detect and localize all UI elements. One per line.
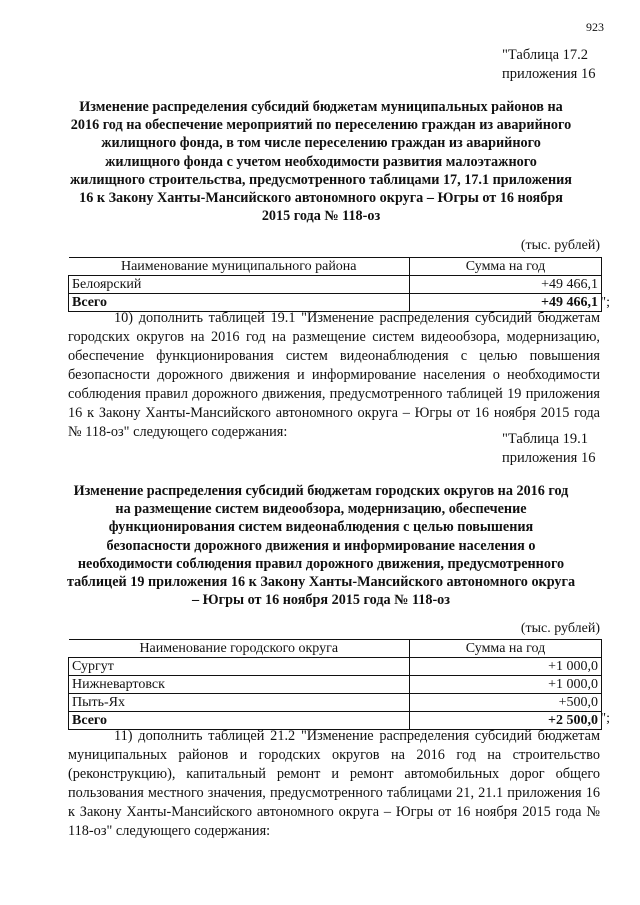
row-name: Пыть-Ях [69, 694, 410, 712]
table-row [69, 276, 602, 294]
row-sum: +1 000,0 [410, 658, 602, 676]
total-sum: +49 466,1 [410, 294, 602, 312]
paragraph-10: 10) дополнить таблицей 19.1 "Изменение распределения субсидий бюджетам городских округов на 2016 год на размещение систем видеообзора, модернизацию, обеспечение функционирования систем видеонаблюдения с целью повышения безопасности дорожного движения и информирование населения о необходимости соблюдения правил дорожного движения, предусмотренного таблицей 19 приложения 16 к Закону Ханты-Мансийского автономного округа – Югры от 16 ноября 2015 года № 118-оз" следующего содержания: [68, 310, 600, 440]
column-header-name: Наименование городского округа [69, 640, 410, 658]
table-19-1-reference [502, 430, 622, 468]
table-row [69, 694, 602, 712]
row-name: Белоярский [69, 276, 410, 294]
table-ref-line: "Таблица 19.1 [502, 431, 589, 447]
row-sum: +1 000,0 [410, 676, 602, 694]
table-19-1 [68, 639, 602, 730]
row-name: Нижневартовск [69, 676, 410, 694]
table-row [69, 676, 602, 694]
total-label: Всего [69, 712, 410, 730]
table-17-2-reference [502, 46, 622, 84]
paragraph-11: 11) дополнить таблицей 21.2 "Изменение распределения субсидий бюджетам муниципальных районов и городских округов на 2016 год на строительство (реконструкцию), капитальный ремонт и ремонт автомобильных дорог общего пользования местного значения, предусмотренного таблицами 21, 21.1 приложения 16 к Закону Ханты-Мансийского автономного округа – Югры от 16 ноября 2015 года № 118-оз" следующего содержания: [68, 728, 600, 839]
table-closing-quote: "; [600, 711, 610, 726]
column-header-sum: Сумма на год [410, 640, 602, 658]
page-number: 923 [586, 20, 604, 34]
table-row [69, 658, 602, 676]
column-header-sum: Сумма на год [410, 258, 602, 276]
column-header-name: Наименование муниципального района [69, 258, 410, 276]
table-17-2-title: Изменение распределения субсидий бюджетам муниципальных районов на 2016 год на обеспечение мероприятий по переселению граждан из аварийного жилищного фонда, в том числе переселению граждан из аварийного жилищного фонда с учетом необходимости развития малоэтажного жилищного строительства, предусмотренного таблицами 17, 17.1 приложения 16 к Закону Ханты-Мансийского автономного округа – Югры от 16 ноября 2015 года № 118-оз [70, 99, 572, 225]
table-ref-line: приложения 16 [502, 66, 596, 82]
table-19-1-title: Изменение распределения субсидий бюджетам городских округов на 2016 год на размещение систем видеообзора, модернизацию, обеспечение функционирования систем видеонаблюдения с целью повышения безопасности дорожного движения и информирование населения о необходимости соблюдения правил дорожного движения, предусмотренного таблицей 19 приложения 16 к Закону Ханты-Мансийского автономного округа – Югры от 16 ноября 2015 года № 118-оз [66, 483, 576, 609]
table-17-2 [68, 257, 602, 312]
table-header-row [69, 640, 602, 658]
total-label: Всего [69, 294, 410, 312]
table-17-2-unit: (тыс. рублей) [520, 238, 600, 253]
row-name: Сургут [69, 658, 410, 676]
table-ref-line: приложения 16 [502, 450, 596, 466]
total-sum: +2 500,0 [410, 712, 602, 730]
row-sum: +49 466,1 [410, 276, 602, 294]
row-sum: +500,0 [410, 694, 602, 712]
table-ref-line: "Таблица 17.2 [502, 47, 589, 63]
table-closing-quote: "; [600, 295, 610, 310]
table-header-row [69, 258, 602, 276]
table-19-1-unit: (тыс. рублей) [520, 621, 600, 636]
